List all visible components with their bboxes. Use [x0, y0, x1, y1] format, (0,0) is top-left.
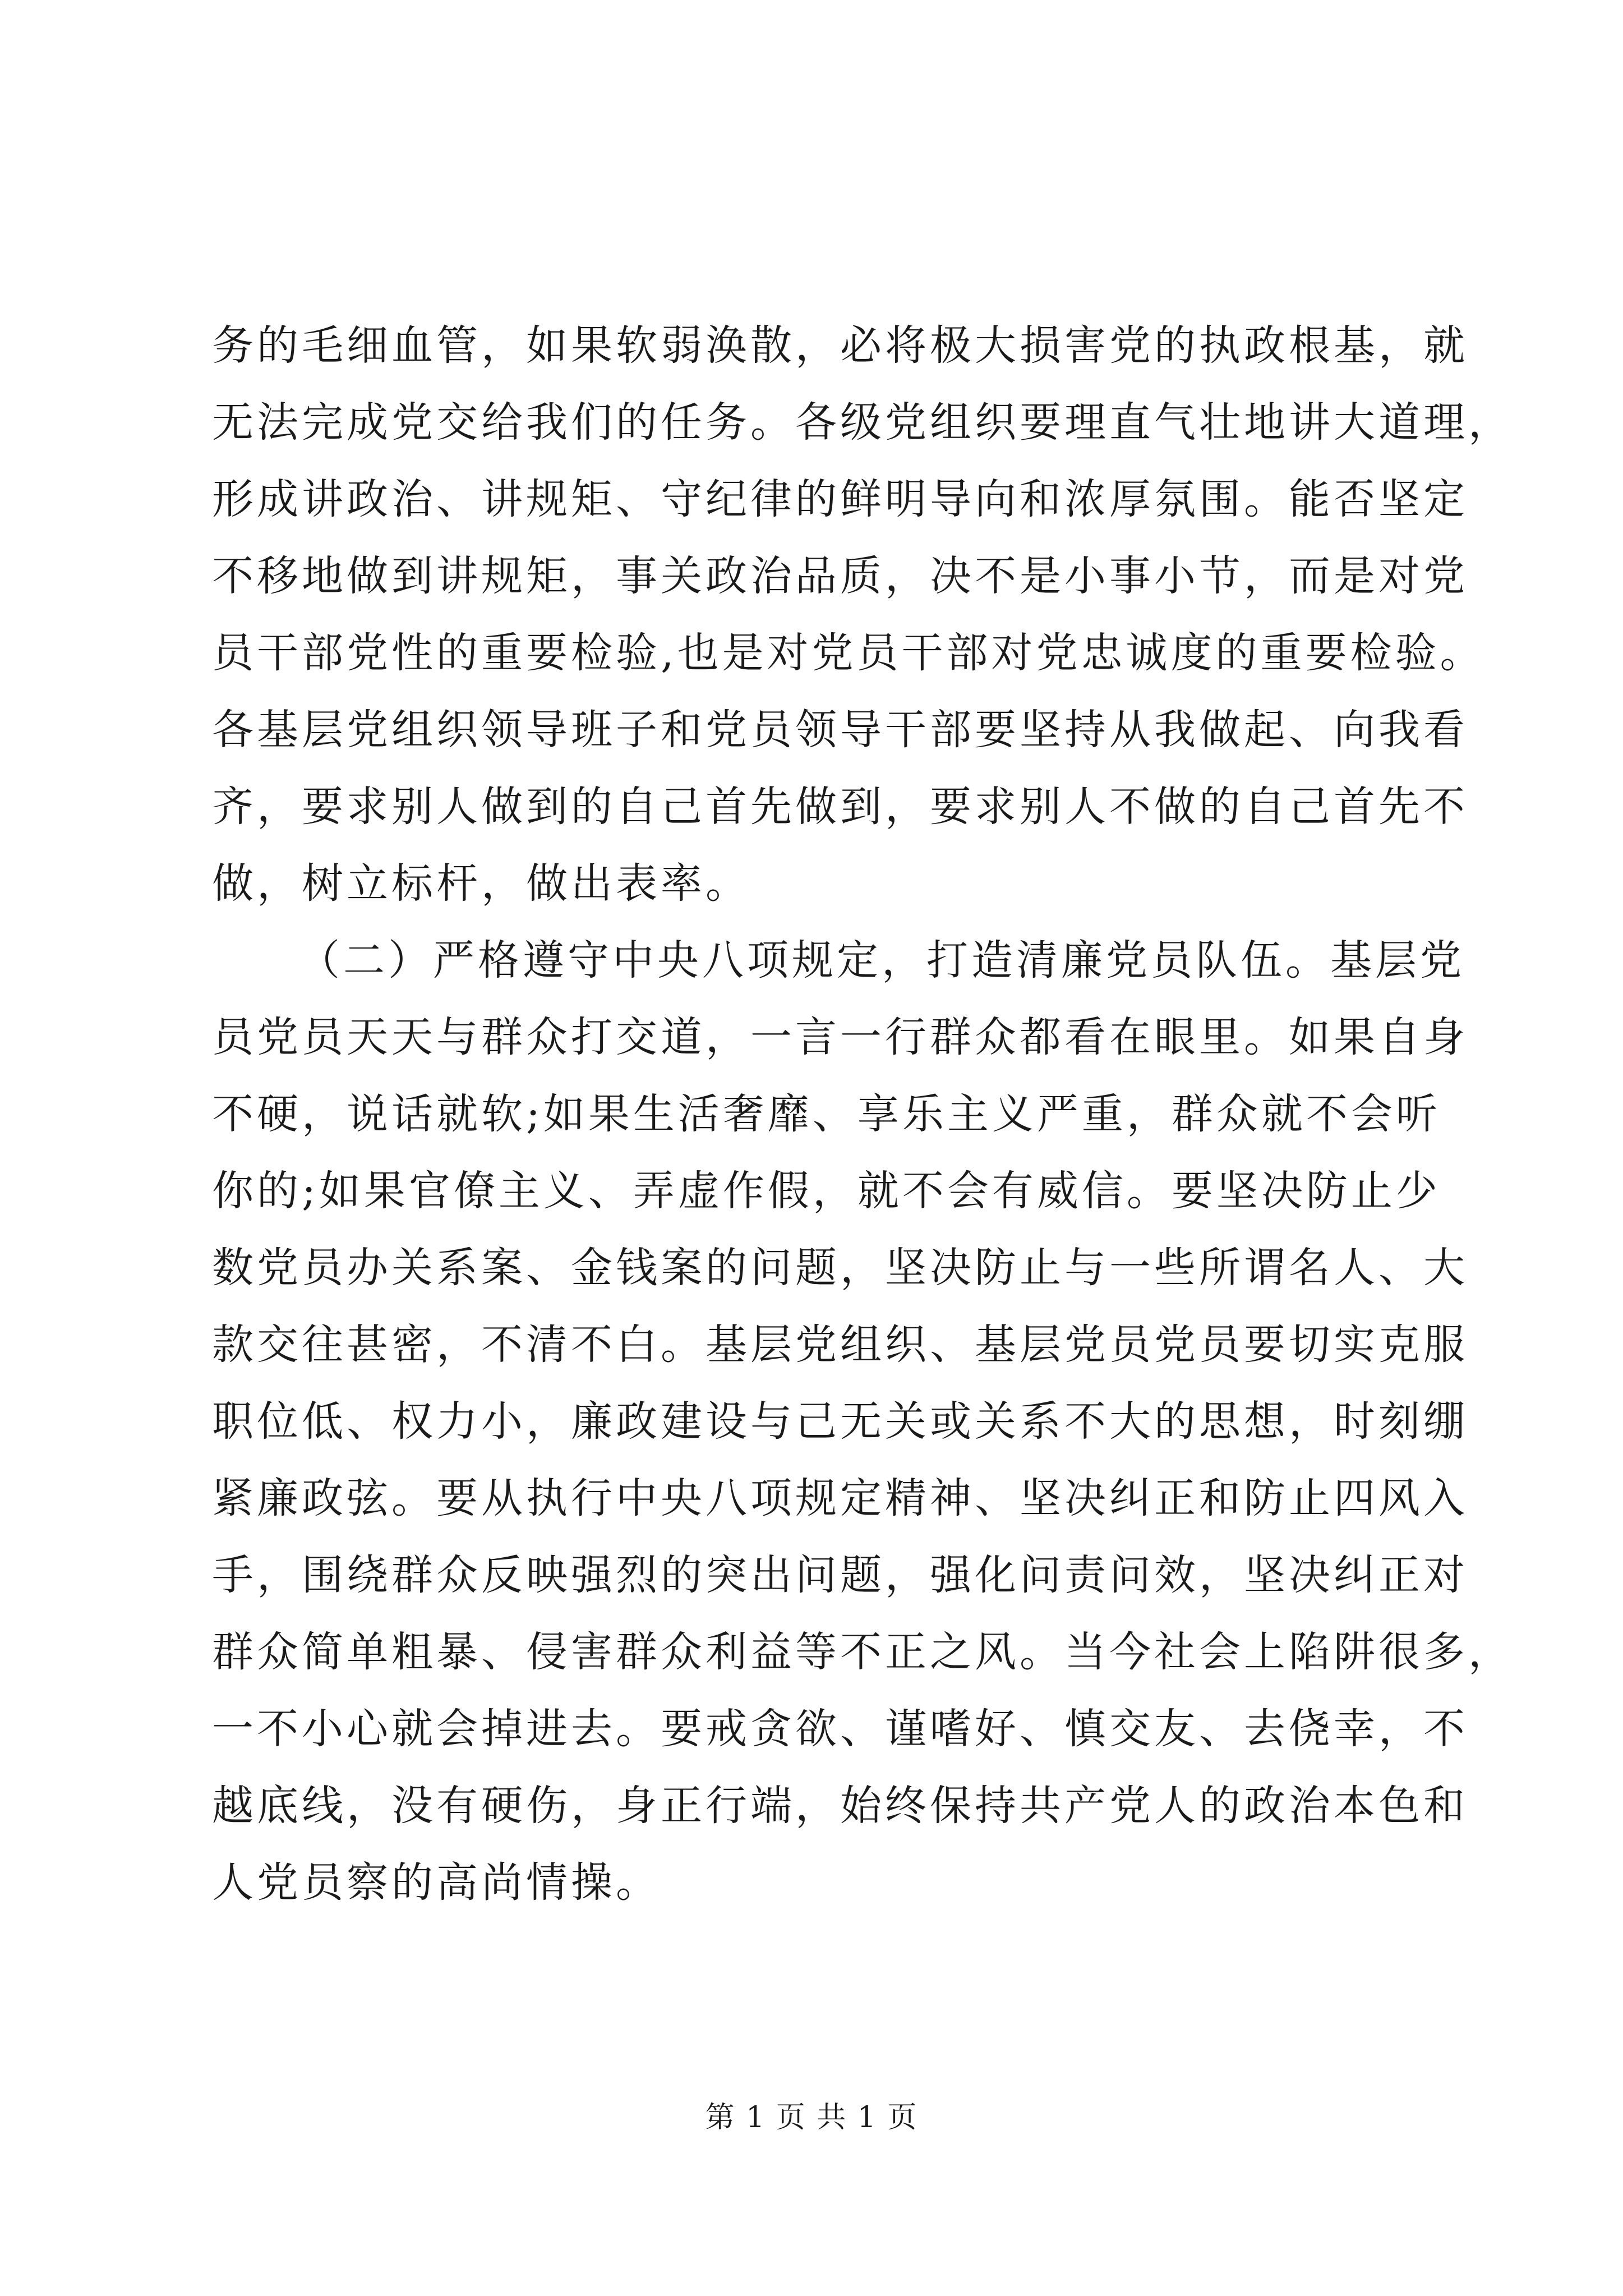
page-number-footer: 第 1 页 共 1 页 — [705, 2101, 918, 2134]
text-line: 形成讲政治、讲规矩、守纪律的鲜明导向和浓厚氛围。能否坚定 — [212, 475, 1468, 523]
text-line: 无法完成党交给我们的任务。各级党组织要理直气壮地讲大道理， — [212, 398, 1513, 447]
text-line: 齐，要求别人做到的自己首先做到，要求别人不做的自己首先不 — [212, 783, 1468, 831]
text-line: 员干部党性的重要检验,也是对党员干部对党忠诚度的重要检验。 — [212, 629, 1485, 677]
text-line: 员党员天天与群众打交道，一言一行群众都看在眼里。如果自身 — [212, 1013, 1468, 1061]
text-line: 人党员察的高尚情操。 — [212, 1858, 661, 1907]
text-line: 不硬，说话就软;如果生活奢靡、享乐主义严重，群众就不会听 — [212, 1090, 1441, 1138]
text-line: 你的;如果官僚主义、弄虚作假，就不会有威信。要坚决防止少 — [212, 1167, 1441, 1215]
text-line: 数党员办关系案、金钱案的问题，坚决防止与一些所谓名人、大 — [212, 1244, 1468, 1292]
section-heading-line: （二）严格遵守中央八项规定，打造清廉党员队伍。基层党 — [298, 936, 1465, 984]
text-line: 不移地做到讲规矩，事关政治品质，决不是小事小节，而是对党 — [212, 552, 1468, 600]
text-line: 款交往甚密，不清不白。基层党组织、基层党员党员要切实克服 — [212, 1320, 1468, 1369]
text-line: 紧廉政弦。要从执行中央八项规定精神、坚决纠正和防止四风入 — [212, 1474, 1468, 1522]
text-line: 务的毛细血管，如果软弱涣散，必将极大损害党的执政根基，就 — [212, 321, 1468, 370]
text-line: 职位低、权力小，廉政建设与己无关或关系不大的思想，时刻绷 — [212, 1397, 1468, 1446]
text-line: 群众简单粗暴、侵害群众利益等不正之风。当今社会上陷阱很多， — [212, 1628, 1513, 1676]
body-text — [212, 307, 1513, 1921]
text-line: 越底线，没有硬伤，身正行端，始终保持共产党人的政治本色和 — [212, 1782, 1468, 1830]
text-line: 一不小心就会掉进去。要戒贪欲、谨嗜好、慎交友、去侥幸，不 — [212, 1705, 1468, 1753]
text-line: 手，围绕群众反映强烈的突出问题，强化问责问效，坚决纠正对 — [212, 1551, 1468, 1599]
text-line: 做，树立标杆，做出表率。 — [212, 859, 750, 908]
text-line: 各基层党组织领导班子和党员领导干部要坚持从我做起、向我看 — [212, 706, 1468, 754]
